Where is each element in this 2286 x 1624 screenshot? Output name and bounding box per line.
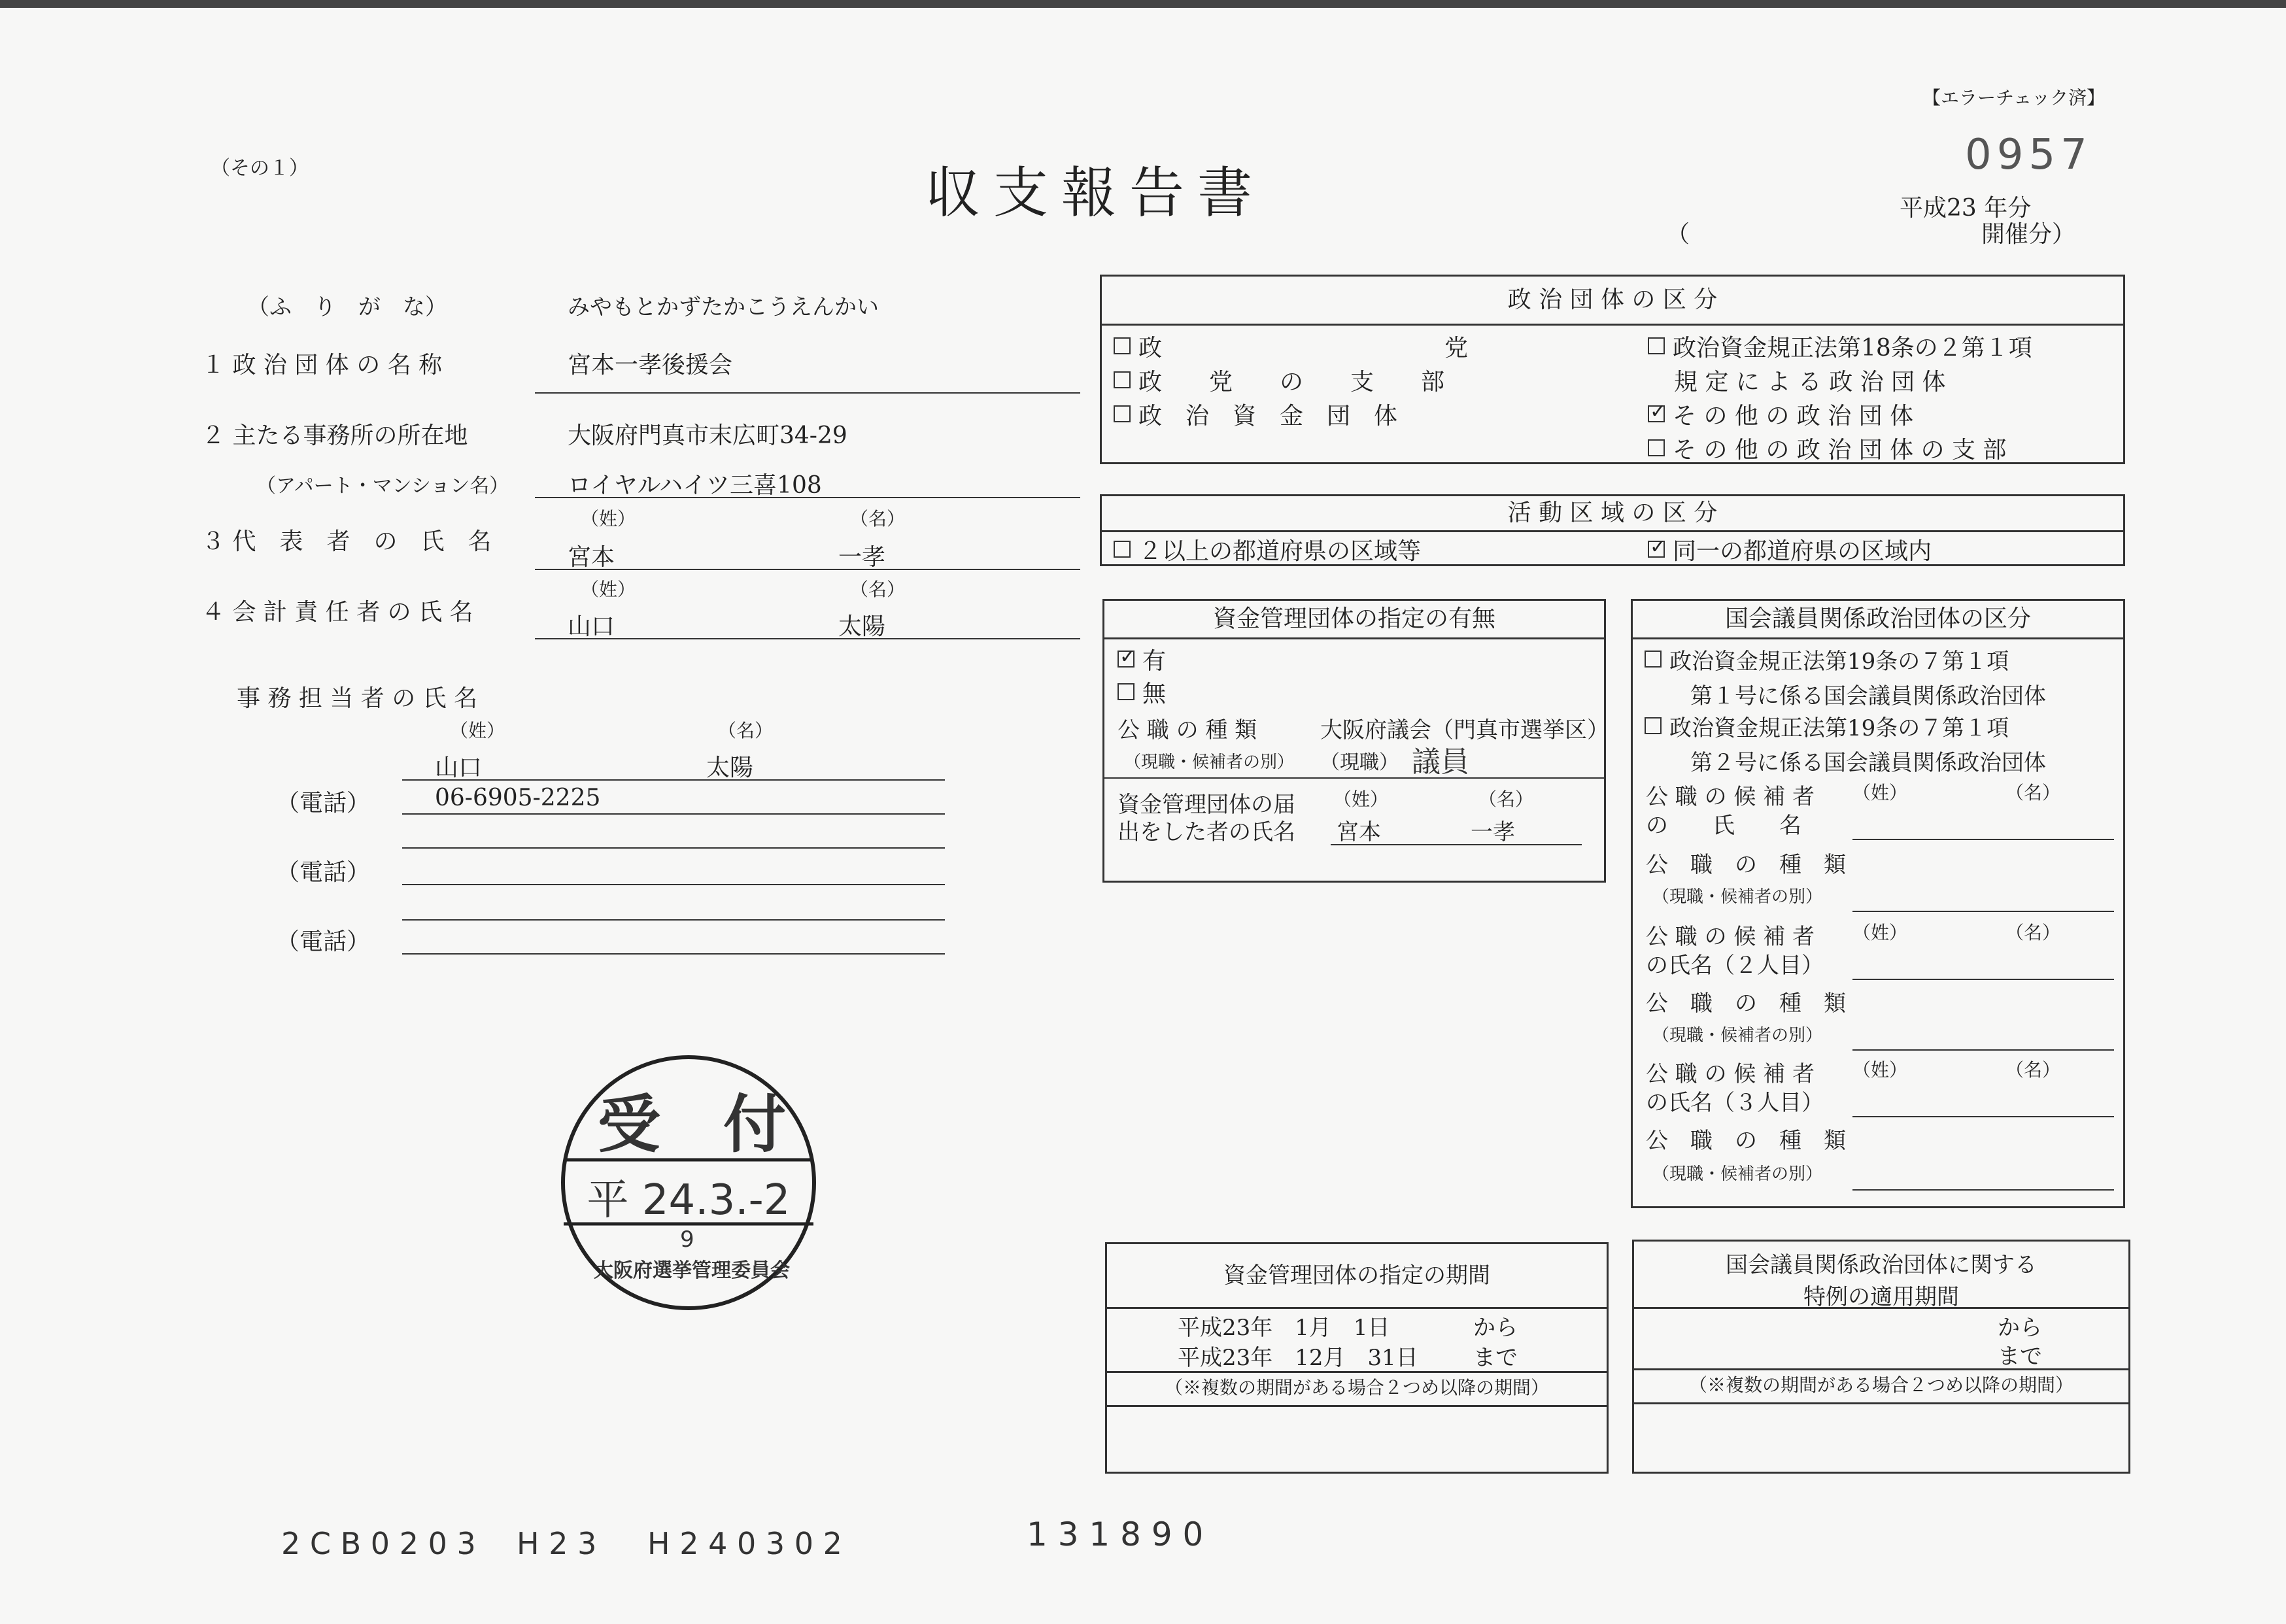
document-number: 0957 <box>1965 131 2092 179</box>
checkbox-party[interactable] <box>1114 337 1131 354</box>
checkbox-other-branch[interactable] <box>1648 439 1665 456</box>
area-single-prefecture[interactable]: ✓ 同一の都道府県の区域内 <box>1648 533 1932 566</box>
office1-label: 公 職 の 種 類 <box>1646 852 1846 878</box>
staff-name-line <box>402 779 945 781</box>
checkbox-diet-opt2[interactable] <box>1645 717 1662 734</box>
rep-mei-label: （名） <box>850 508 906 530</box>
category-art18-cont: 規 定 に よ る 政 治 団 体 <box>1674 368 1946 396</box>
special-period-title-1: 国会議員関係政治団体に関する <box>1726 1252 2037 1278</box>
notifier-mei: 一孝 <box>1471 819 1515 845</box>
staff-label: 事 務 担 当 者 の 氏 名 <box>237 685 478 712</box>
activity-area-title: 活 動 区 域 の 区 分 <box>1102 496 2123 532</box>
accountant-label: ４ 会 計 責 任 者 の 氏 名 <box>201 599 473 626</box>
org-category-left <box>1114 329 1597 431</box>
designation-period-title: 資金管理団体の指定の期間 <box>1107 1244 1607 1309</box>
address-label: ２ 主たる事務所の所在地 <box>201 422 468 449</box>
category-fund-org[interactable]: 政 治 資 金 団 体 <box>1114 397 1597 431</box>
checkbox-art18[interactable] <box>1648 337 1665 354</box>
accountant-line <box>535 638 1080 639</box>
diet-org-opt1[interactable]: 政治資金規正法第19条の７第１項 <box>1645 643 2009 675</box>
notifier-sei: 宮本 <box>1337 819 1381 845</box>
office3-label: 公 職 の 種 類 <box>1646 1128 1846 1154</box>
footer-code-2: H 2 3 <box>517 1526 597 1561</box>
tel-label-1: （電話） <box>276 790 371 817</box>
candidate3-label: 公 職 の 候 補 者 <box>1646 1061 1815 1087</box>
staff-mei-label: （名） <box>718 720 774 741</box>
sheet-number: （その１） <box>211 157 309 180</box>
candidate2-mei: （名） <box>2005 922 2061 943</box>
candidate2-line <box>1852 979 2114 980</box>
footer-code-3: H 2 4 0 3 0 2 <box>647 1526 842 1561</box>
status-label: （現職・候補者の別） <box>1124 753 1295 772</box>
rep-sei-label: （姓） <box>581 508 636 530</box>
checkbox-multi-prefecture[interactable] <box>1114 541 1131 558</box>
checkbox-no[interactable] <box>1117 683 1134 700</box>
report-year: 平成23 年分 <box>1900 195 2032 222</box>
kaisai-open-paren: （ <box>1666 221 1690 248</box>
stamp-number: 9 <box>680 1226 694 1253</box>
candidate1-label-cont: の 氏 名 <box>1646 813 1801 839</box>
office2-line <box>1852 1049 2114 1051</box>
status-value: （現職） <box>1320 751 1399 774</box>
fund-designation-title: 資金管理団体の指定の有無 <box>1104 601 1604 639</box>
tel-label-2: （電話） <box>276 859 371 886</box>
office3-line <box>1852 1189 2114 1191</box>
representative-mei: 一孝 <box>838 544 886 571</box>
error-check-label: 【エラーチェック済】 <box>1922 87 2106 109</box>
designation-yes[interactable]: ✓ 有 <box>1117 643 1166 675</box>
checkbox-single-prefecture-checked[interactable] <box>1648 541 1665 558</box>
staff-mei: 太陽 <box>706 754 754 781</box>
area-multi-prefecture[interactable]: ２以上の都道府県の区域等 <box>1114 533 1421 566</box>
candidate2-sei: （姓） <box>1852 922 1908 943</box>
period-from-date: 平成23年 1月 1日 <box>1178 1315 1390 1341</box>
kaisai-label: 開催分） <box>1981 221 2076 248</box>
category-other-branch[interactable]: そ の 他 の 政 治 団 体 の 支 部 <box>1648 431 2119 465</box>
office1-status: （現職・候補者の別） <box>1652 887 1823 907</box>
notifier-line <box>1331 844 1582 845</box>
fund-designation-box <box>1102 599 1609 883</box>
category-other[interactable]: ✓ そ の 他 の 政 治 団 体 <box>1648 397 2119 431</box>
special-from-word: から <box>1998 1315 2042 1341</box>
stamp-bottom-text: 大阪府選挙管理委員会 <box>594 1259 790 1282</box>
tel-label-3: （電話） <box>276 928 371 955</box>
accountant-mei: 太陽 <box>838 613 886 640</box>
tel-line-1a <box>402 813 945 815</box>
accountant-sei: 山口 <box>568 613 615 640</box>
candidate1-sei: （姓） <box>1852 782 1908 804</box>
tel-line-2b <box>402 919 945 921</box>
acct-sei-label: （姓） <box>581 579 636 600</box>
diet-org-opt2[interactable]: 政治資金規正法第19条の７第１項 <box>1645 709 2009 742</box>
office2-label: 公 職 の 種 類 <box>1646 990 1846 1017</box>
candidate2-label: 公 職 の 候 補 者 <box>1646 924 1815 950</box>
representative-sei: 宮本 <box>568 544 615 571</box>
period-to-date: 平成23年 12月 31日 <box>1178 1345 1418 1371</box>
notifier-label-2: 出をした者の氏名 <box>1117 819 1295 845</box>
period-note-line <box>1107 1405 1607 1407</box>
candidate3-label-cont: の氏名（３人目） <box>1646 1090 1824 1116</box>
stamp-top-text: 受 付 <box>598 1088 786 1161</box>
furigana-label: （ふ り が な） <box>247 294 447 320</box>
address-line <box>535 497 1080 498</box>
diet-org-title: 国会議員関係政治団体の区分 <box>1633 601 2123 639</box>
checkbox-yes-checked[interactable] <box>1117 651 1134 668</box>
office3-status: （現職・候補者の別） <box>1652 1164 1823 1184</box>
org-category-title: 政 治 団 体 の 区 分 <box>1102 277 2123 326</box>
furigana-value: みやもとかずたかこうえんかい <box>568 294 879 320</box>
page-title: 収支報告書 <box>925 161 1266 225</box>
staff-sei: 山口 <box>435 754 483 781</box>
office-type-value: 大阪府議会（門真市選挙区） <box>1320 717 1609 743</box>
special-to-word: まで <box>1998 1344 2042 1370</box>
special-note-line <box>1634 1402 2128 1404</box>
candidate3-line <box>1852 1116 2114 1117</box>
candidate1-mei: （名） <box>2005 782 2061 804</box>
checkbox-diet-opt1[interactable] <box>1645 651 1662 668</box>
period-to-word: まで <box>1473 1345 1518 1371</box>
checkbox-fund-org[interactable] <box>1114 405 1131 422</box>
footer-code-4: 1 3 1 8 9 0 <box>1027 1515 1204 1553</box>
representative-line <box>535 569 1080 570</box>
special-period-box <box>1632 1240 2130 1474</box>
org-name-line <box>535 392 1080 394</box>
designation-period-box <box>1105 1242 1609 1474</box>
diet-org-box <box>1631 599 2125 1208</box>
notifier-mei-label: （名） <box>1478 788 1534 810</box>
address-value: 大阪府門真市末広町34-29 <box>568 422 847 449</box>
org-name-value: 宮本一孝後援会 <box>568 352 733 379</box>
representative-label: ３ 代 表 者 の 氏 名 <box>201 528 492 555</box>
special-period-title-2: 特例の適用期間 <box>1803 1284 1959 1310</box>
candidate1-line <box>1852 839 2114 840</box>
tel-line-2a <box>402 884 945 885</box>
tel-line-1b <box>402 847 945 849</box>
diet-org-opt1-cont: 第１号に係る国会議員関係政治団体 <box>1690 683 2046 709</box>
acct-mei-label: （名） <box>850 579 906 600</box>
office2-status: （現職・候補者の別） <box>1652 1026 1823 1045</box>
notifier-label-1: 資金管理団体の届 <box>1117 792 1295 818</box>
reception-stamp <box>554 1049 823 1317</box>
tel-line-3 <box>402 953 945 955</box>
designation-no[interactable]: 無 <box>1117 675 1166 708</box>
org-category-box <box>1100 275 2125 464</box>
category-party-branch[interactable]: 政 党 の 支 部 <box>1114 363 1597 397</box>
scan-edge <box>0 0 2286 8</box>
period-divider <box>1107 1371 1607 1373</box>
tel-value: 06-6905-2225 <box>435 785 601 811</box>
checkbox-party-branch[interactable] <box>1114 371 1131 388</box>
candidate2-label-cont: の氏名（２人目） <box>1646 953 1824 979</box>
special-period-header <box>1634 1242 2128 1309</box>
special-note: （※複数の期間がある場合２つめ以降の期間） <box>1688 1374 2073 1396</box>
footer-code-1: 2 C B 0 2 0 3 <box>281 1526 476 1561</box>
candidate3-mei: （名） <box>2005 1059 2061 1081</box>
candidate3-sei: （姓） <box>1852 1059 1908 1081</box>
office-type-label: 公 職 の 種 類 <box>1117 717 1257 743</box>
category-art18[interactable]: 政治資金規正法第18条の２第１項 <box>1648 329 2119 363</box>
period-from-word: から <box>1473 1315 1518 1341</box>
activity-area-box <box>1100 494 2125 566</box>
org-category-right <box>1648 329 2119 465</box>
category-party[interactable]: 政 党 <box>1114 329 1597 363</box>
org-name-label: １ 政 治 団 体 の 名 称 <box>201 352 443 379</box>
notifier-sei-label: （姓） <box>1333 788 1389 810</box>
status-line <box>1104 777 1604 779</box>
staff-sei-label: （姓） <box>450 720 505 741</box>
candidate1-label: 公 職 の 候 補 者 <box>1646 784 1815 810</box>
apartment-value: ロイヤルハイツ三喜108 <box>568 472 822 499</box>
apartment-label: （アパート・マンション名） <box>256 475 509 498</box>
diet-org-opt2-cont: 第２号に係る国会議員関係政治団体 <box>1690 750 2046 776</box>
status-handwritten: 議員 <box>1412 745 1469 779</box>
period-note: （※複数の期間がある場合２つめ以降の期間） <box>1164 1377 1549 1398</box>
stamp-date: 平 24.3.-2 <box>587 1176 791 1225</box>
office1-line <box>1852 911 2114 912</box>
special-divider <box>1634 1368 2128 1370</box>
checkbox-other-checked[interactable] <box>1648 405 1665 422</box>
